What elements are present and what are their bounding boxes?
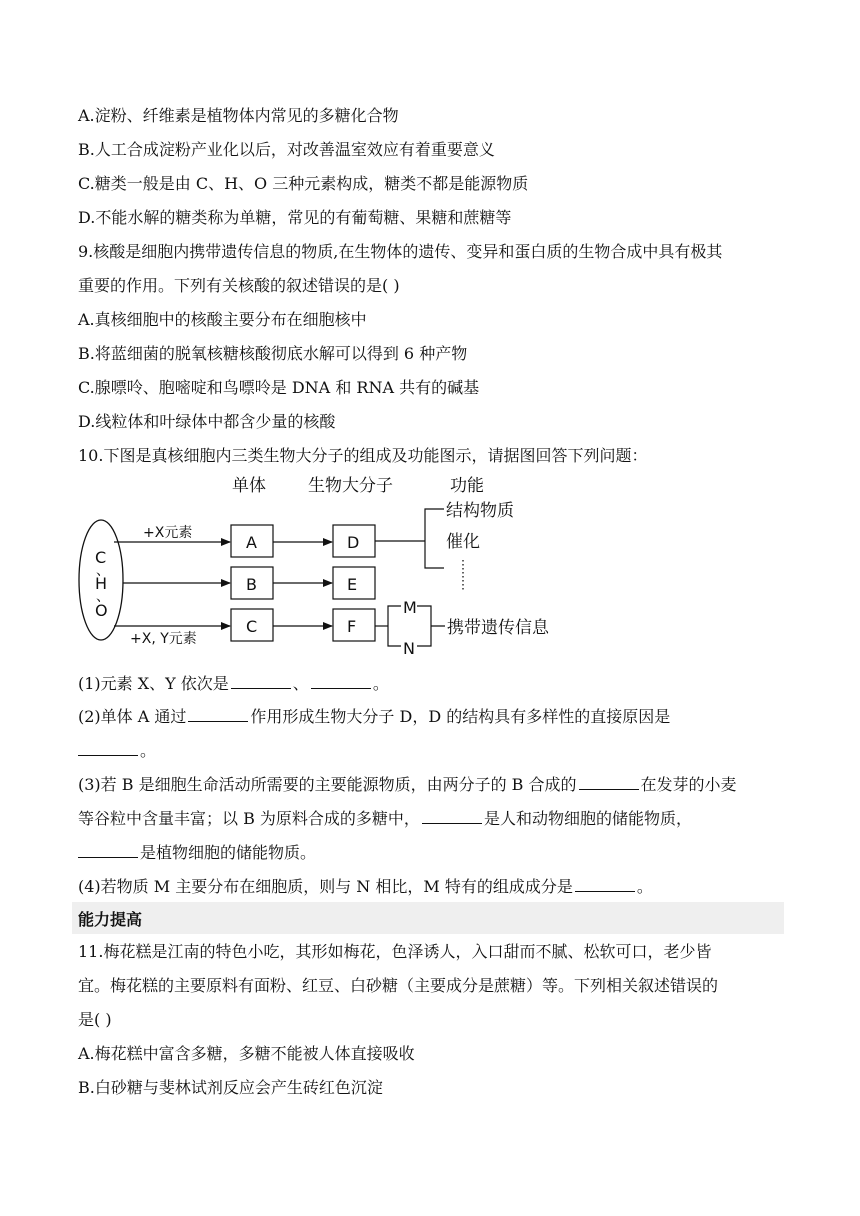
biomolecule-diagram <box>0 468 860 668</box>
blank-disaccharide <box>579 775 639 790</box>
element-h: H <box>95 574 108 593</box>
bracket-info <box>417 606 445 646</box>
label-n: N <box>403 639 415 658</box>
bracket-mn <box>388 606 401 646</box>
option-8d: D.不能水解的糖类称为单糖，常见的有葡萄糖、果糖和蔗糖等 <box>78 208 512 227</box>
label-a: A <box>246 533 257 552</box>
blank-x <box>231 674 291 689</box>
function-catalysis: 催化 <box>446 532 480 552</box>
section-header: 能力提高 <box>72 902 784 934</box>
option-9b: B.将蓝细菌的脱氧核糖核酸彻底水解可以得到 6 种产物 <box>78 344 468 363</box>
header-function: 功能 <box>450 476 484 496</box>
label-e: E <box>347 575 358 594</box>
part-3-cont: 等谷粒中含量丰富；以 B 为原料合成的多糖中， 是人和动物细胞的储能物质， <box>78 809 692 828</box>
header-macromolecule: 生物大分子 <box>308 476 393 496</box>
option-11b: B.白砂糖与斐林试剂反应会产生砖红色沉淀 <box>78 1078 383 1097</box>
blank-diversity <box>78 741 138 756</box>
part-2: (2)单体 A 通过 作用形成生物大分子 D，D 的结构具有多样性的直接原因是 <box>78 707 671 726</box>
part-1: (1)元素 X、Y 依次是 、 。 <box>78 674 389 693</box>
blank-y <box>311 674 371 689</box>
label-plus-xy: +X, Y元素 <box>130 631 197 647</box>
option-8c: C.糖类一般是由 C、H、O 三种元素构成，糖类不都是能源物质 <box>78 174 529 193</box>
label-c: C <box>246 617 258 636</box>
blank-plant-storage <box>78 843 138 858</box>
header-monomer: 单体 <box>232 476 266 496</box>
function-structure: 结构物质 <box>446 501 514 521</box>
part-4: (4)若物质 M 主要分布在细胞质，则与 N 相比，M 特有的组成成分是 。 <box>78 877 653 896</box>
function-genetic-info: 携带遗传信息 <box>447 618 549 638</box>
question-9-line1: 9.核酸是细胞内携带遗传信息的物质,在生物体的遗传、变异和蛋白质的生物合成中具有极其 <box>78 242 723 261</box>
option-9c: C.腺嘌呤、胞嘧啶和鸟嘌呤是 DNA 和 RNA 共有的碱基 <box>78 378 480 397</box>
option-8a: A.淀粉、纤维素是植物体内常见的多糖化合物 <box>78 106 399 125</box>
element-o: O <box>95 601 108 620</box>
part-3-end: 是植物细胞的储能物质。 <box>78 843 316 863</box>
blank-reaction <box>188 707 248 722</box>
part-3: (3)若 B 是细胞生命活动所需要的主要能源物质，由两分子的 B 合成的 在发芽的小麦 <box>78 775 737 794</box>
option-8b: B.人工合成淀粉产业化以后，对改善温室效应有着重要意义 <box>78 140 495 159</box>
option-9a: A.真核细胞中的核酸主要分布在细胞核中 <box>78 310 367 329</box>
label-f: F <box>347 617 357 636</box>
separator-1: 、 <box>96 563 110 579</box>
bracket-functions <box>425 509 444 568</box>
label-b: B <box>246 575 257 594</box>
question-11-line2: 宜。梅花糕的主要原料有面粉、红豆、白砂糖（主要成分是蔗糖）等。下列相关叙述错误的 <box>78 976 719 995</box>
question-11-line3: 是( ) <box>78 1010 112 1029</box>
question-11-line1: 11.梅花糕是江南的特色小吃，其形如梅花，色泽诱人，入口甜而不腻、松软可口，老少皆 <box>78 942 712 961</box>
option-9d: D.线粒体和叶绿体中都含少量的核酸 <box>78 412 336 431</box>
element-c: C <box>95 548 107 567</box>
option-11a: A.梅花糕中富含多糖，多糖不能被人体直接吸收 <box>78 1044 415 1063</box>
question-10-stem: 10.下图是真核细胞内三类生物大分子的组成及功能图示，请据图回答下列问题： <box>78 446 648 465</box>
blank-m-component <box>575 877 635 892</box>
label-plus-x: +X元素 <box>143 525 193 541</box>
blank-animal-storage <box>422 809 482 824</box>
label-m: M <box>403 598 417 617</box>
question-9-line2: 重要的作用。下列有关核酸的叙述错误的是( ) <box>78 276 400 295</box>
label-d: D <box>347 533 360 552</box>
separator-2: 、 <box>96 589 110 605</box>
part-2-cont: 。 <box>78 741 156 761</box>
